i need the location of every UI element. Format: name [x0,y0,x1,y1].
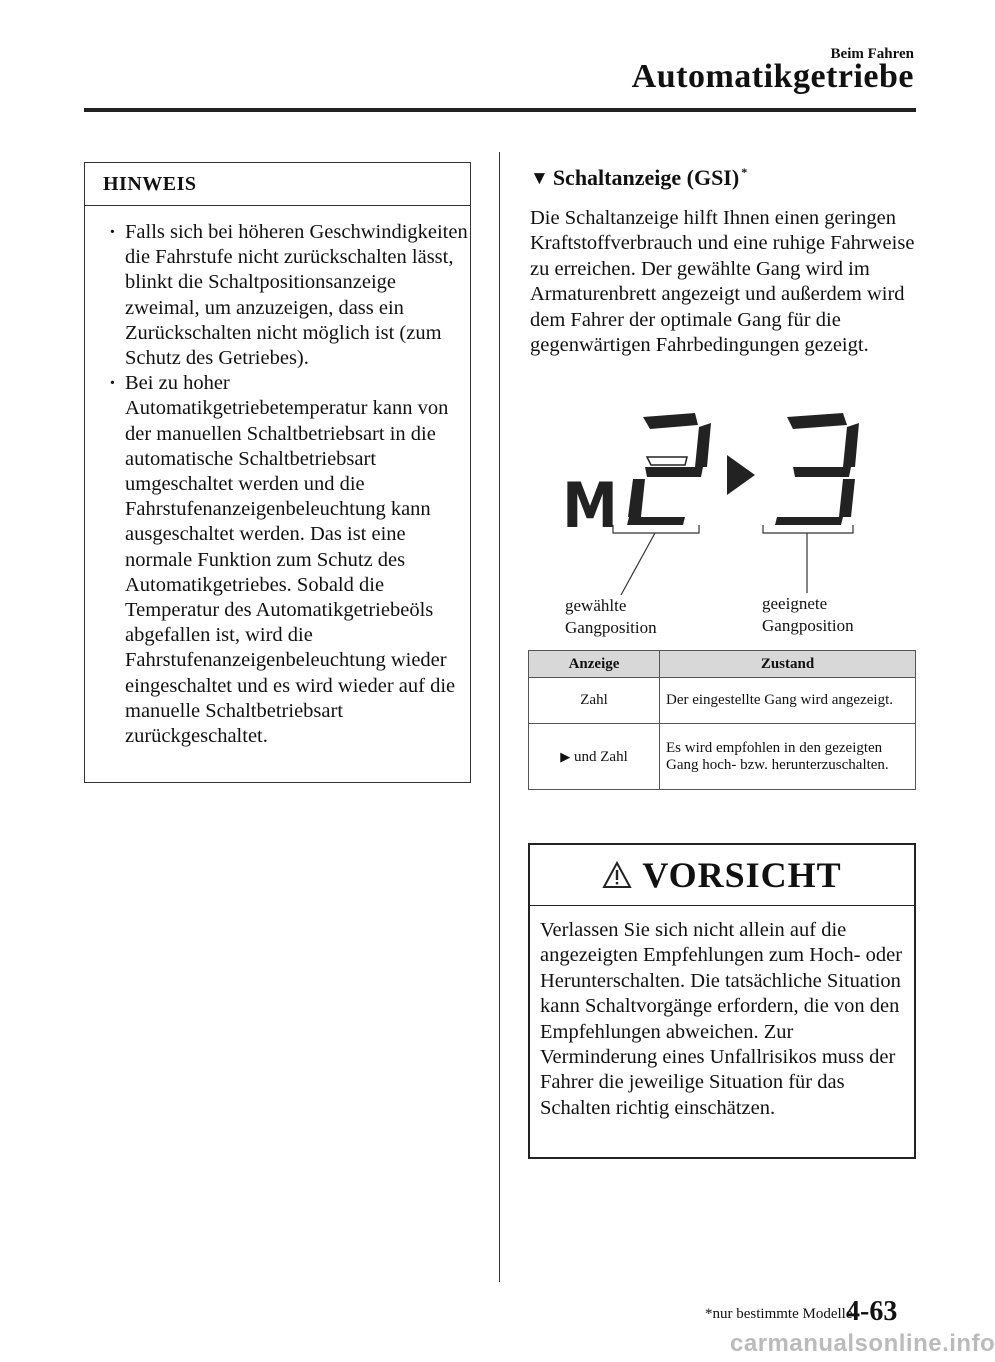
arrow-icon: ▶ [560,748,571,764]
gsi-arrow-icon [727,455,755,495]
page-number: 4-63 [846,1296,898,1327]
caution-body: Verlassen Sie sich nicht allein auf die angezeigten Empfehlungen zum Hoch- oder Herunterschalten. Die tatsächliche Situation kann Schaltvorgänge erfordern, die von den Empfehlungen abweichen. Zur Verminderung eines Unfallrisikos muss der Fahrer die jeweilige Situation für das Schalten richtig einschätzen. [540,919,903,1119]
table-cell-state: Der eingestellte Gang wird angezeigt. [660,678,916,724]
caution-heading [530,845,914,906]
suggested-gear-digit [775,413,859,525]
current-gear-digit [627,413,711,525]
running-header-title: Automatikgetriebe [631,58,914,95]
table-row [529,724,916,790]
table-row [529,678,916,724]
section-body: Die Schaltanzeige hilft Ihnen einen geringen Kraftstoffverbrauch und eine ruhige Fahrweise zu erreichen. Der gewählte Gang wird im Armaturenbrett angezeigt und außerdem wird dem Fahrer der optimale Gang für die gegenwärtigen Fahrbedingungen gezeigt. [530,207,915,357]
section-title [530,165,747,191]
warning-triangle-icon [602,861,632,889]
section-marker-icon: ▼ [530,168,549,189]
column-divider [499,152,500,1282]
footnote: *nur bestimmte Modelle [705,1306,853,1322]
table-header-cell: Anzeige [529,651,660,678]
watermark: carmanualsonline.info [730,1330,995,1357]
note-list [85,206,470,749]
table-header-row [529,651,916,678]
note-item: · Bei zu hoher Automatikgetriebetemperatur kann von der manuellen Schaltbetriebsart in die automatische Schaltbetriebsart umgeschaltet werden und die Fahrstufenanzeigenbeleuchtung kann ausgeschaltet werden. Das ist eine normale Funktion zum Schutz des Automatikgetriebes. Sobald die Temperatur des Automatikgetriebeöls abgefallen ist, wird die Fahrstufenanzeigenbeleuchtung wieder eingeschaltet und es wird wieder auf die manuelle Schaltbetriebsart zurückgeschaltet. [107,371,470,749]
caution-box [528,843,916,1159]
section-asterisk: * [741,165,748,179]
note-box [84,162,471,783]
gsi-table [528,650,916,790]
mode-letter: M [562,469,618,542]
label-suitable-gear: geeignete Gangposition [762,594,854,635]
caution-heading-text: VORSICHT [642,855,842,895]
running-header-section: Beim Fahren [830,46,914,62]
note-heading: HINWEIS [85,163,470,206]
table-header-cell: Zustand [660,651,916,678]
table-cell-indicator: Zahl [529,678,660,724]
table-cell-state: Es wird empfohlen in den gezeigten Gang hoch- bzw. herunterzuschalten. [660,724,916,790]
header-rule [84,108,916,112]
label-selected-gear: gewählte Gangposition [565,596,657,637]
gsi-illustration [555,405,885,655]
table-cell-indicator: ▶ und Zahl [529,724,660,790]
note-item: · Falls sich bei höheren Geschwindigkeiten die Fahrstufe nicht zurückschalten lässt, blinkt die Schaltpositionsanzeige zweimal, um anzuzeigen, dass ein Zurückschalten nicht möglich ist (zum Schutz des Getriebes). [107,220,470,371]
section-title-text: Schaltanzeige (GSI) [552,165,740,190]
